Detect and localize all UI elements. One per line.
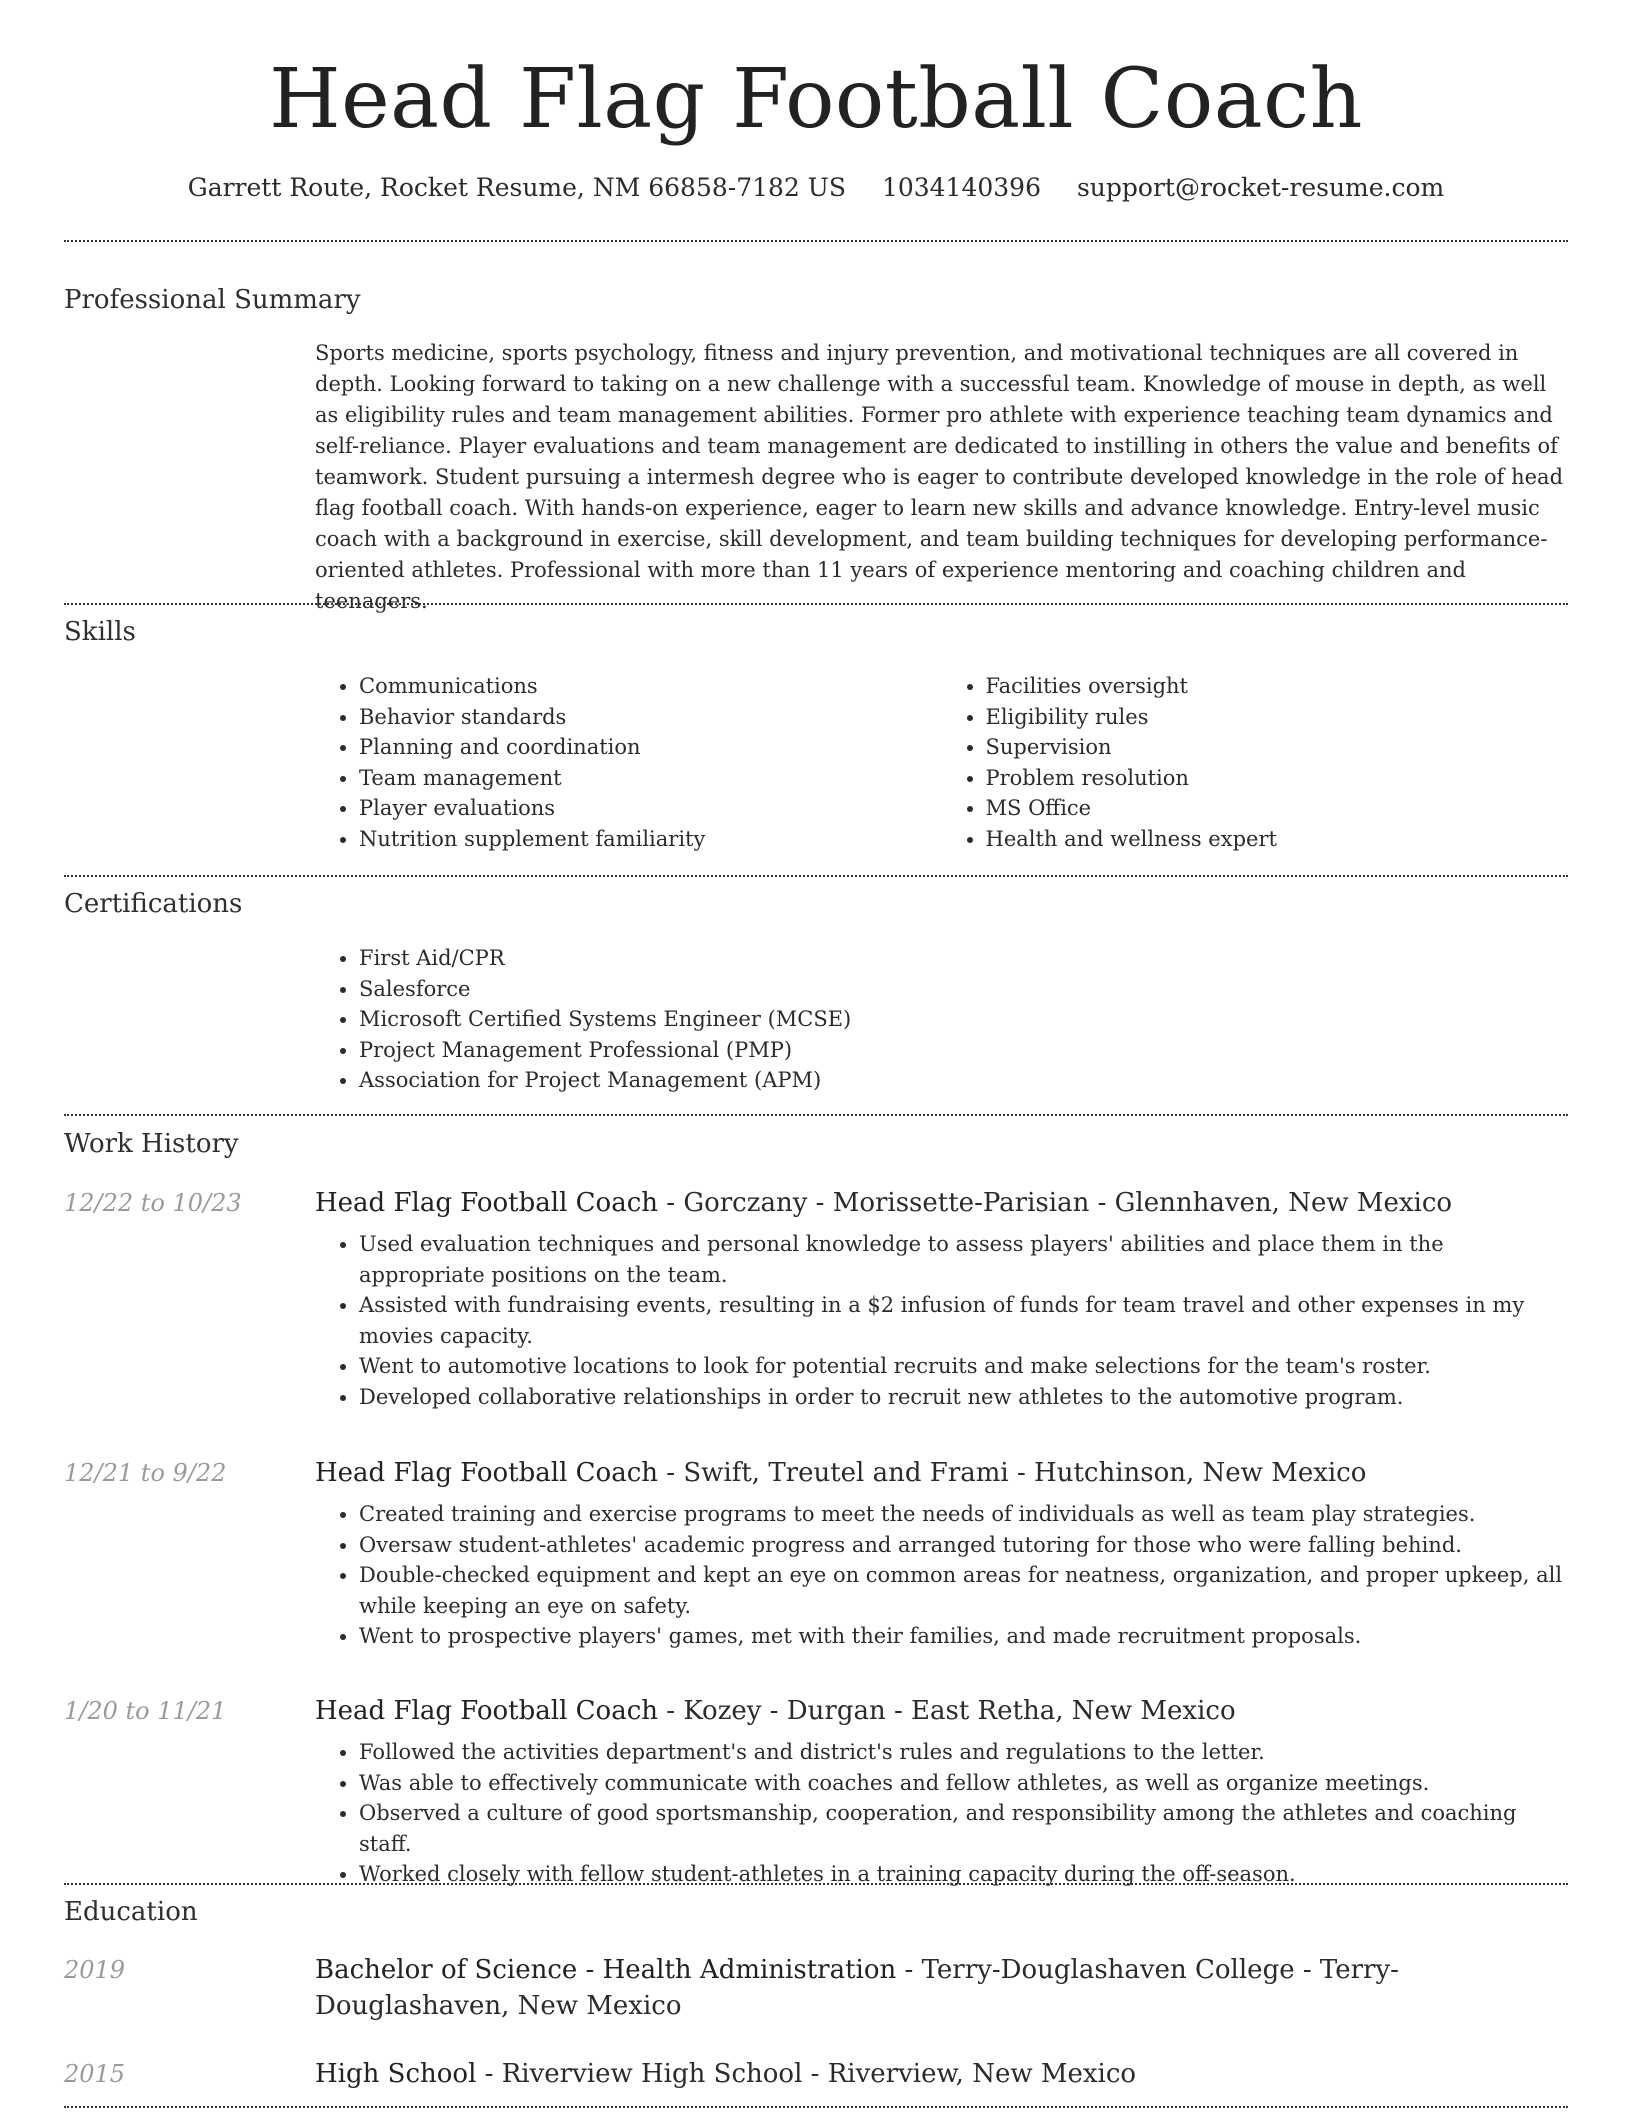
education-year: 2019 xyxy=(64,1956,126,1984)
section-divider xyxy=(64,1883,1568,1885)
skill-item: • Facilities oversight xyxy=(986,671,1569,702)
certifications-heading: Certifications xyxy=(64,889,243,919)
skills-heading: Skills xyxy=(64,617,136,647)
job-bullets xyxy=(315,1737,1568,1890)
job-employer: - Swift, Treutel and Frami - Hutchinson, New Mexico xyxy=(658,1458,1367,1488)
job-bullet: • Observed a culture of good sportsmanship, cooperation, and responsibility among the athletes and coaching staff. xyxy=(359,1798,1568,1859)
job-dates: 1/20 to 11/21 xyxy=(64,1697,227,1725)
job-bullet: • Went to prospective players' games, met with their families, and made recruitment proposals. xyxy=(359,1621,1568,1652)
job-bullet: • Developed collaborative relationships in order to recruit new athletes to the automotive program. xyxy=(359,1382,1568,1413)
skill-item: • Supervision xyxy=(986,732,1569,763)
job-entry xyxy=(315,1185,1568,1412)
skill-item: • Health and wellness expert xyxy=(986,824,1569,855)
job-bullet: • Oversaw student-athletes' academic progress and arranged tutoring for those who were falling behind. xyxy=(359,1530,1568,1561)
job-bullet: • Created training and exercise programs to meet the needs of individuals as well as team play strategies. xyxy=(359,1499,1568,1530)
skill-item: • Planning and coordination xyxy=(359,732,942,763)
skills-column-left xyxy=(315,671,942,854)
skills-list xyxy=(315,671,1568,854)
job-dates: 12/21 to 9/22 xyxy=(64,1459,227,1487)
certification-item: • Microsoft Certified Systems Engineer (MCSE) xyxy=(359,1004,1568,1035)
certification-item: • Project Management Professional (PMP) xyxy=(359,1035,1568,1066)
section-divider xyxy=(64,2106,1568,2108)
job-entry xyxy=(315,1455,1568,1652)
skill-item: • Eligibility rules xyxy=(986,702,1569,733)
summary-heading: Professional Summary xyxy=(64,285,361,315)
contact-phone: 1034140396 xyxy=(881,173,1041,202)
contact-address: Garrett Route, Rocket Resume, NM 66858-7182 US xyxy=(187,173,846,202)
education-heading: Education xyxy=(64,1897,198,1927)
section-divider xyxy=(64,875,1568,877)
certification-item: • Association for Project Management (APM) xyxy=(359,1065,1568,1096)
skill-item: • Nutrition supplement familiarity xyxy=(359,824,942,855)
education-school: - Terry-Douglashaven College - Terry-Douglashaven, New Mexico xyxy=(315,1955,1399,2021)
certifications-list xyxy=(315,943,1568,1096)
section-divider xyxy=(64,603,1568,605)
job-employer: - Kozey - Durgan - East Retha, New Mexico xyxy=(658,1696,1236,1726)
job-bullet: • Was able to effectively communicate with coaches and fellow athletes, as well as organize meetings. xyxy=(359,1768,1568,1799)
education-school: - Riverview High School - Riverview, New Mexico xyxy=(476,2059,1137,2089)
summary-text: Sports medicine, sports psychology, fitness and injury prevention, and motivational techniques are all covered in depth. Looking forward to taking on a new challenge with a successful team. Knowledge of mouse in depth, as well as eligibility rules and team management abilities. Former pro athlete with experience teaching team dynamics and self-reliance. Player evaluations and team management are dedicated to instilling in others the value and benefits of teamwork. Student pursuing a intermesh degree who is eager to contribute developed knowledge in the role of head flag football coach. With hands-on experience, eager to learn new skills and advance knowledge. Entry-level music coach with a background in exercise, skill development, and team building techniques for developing performance-oriented athletes. Professional with more than 11 years of experience mentoring and coaching children and teenagers. xyxy=(315,341,1564,613)
section-divider xyxy=(64,1114,1568,1116)
job-title xyxy=(315,1693,1568,1729)
job-title xyxy=(315,1455,1568,1491)
job-role: Head Flag Football Coach xyxy=(315,1696,659,1726)
skill-item: • Behavior standards xyxy=(359,702,942,733)
job-bullet: • Used evaluation techniques and personal knowledge to assess players' abilities and place them in the appropriate positions on the team. xyxy=(359,1229,1568,1290)
skill-item: • Player evaluations xyxy=(359,793,942,824)
skills-column-right xyxy=(942,671,1569,854)
work-history-heading: Work History xyxy=(64,1129,239,1159)
job-dates: 12/22 to 10/23 xyxy=(64,1189,242,1217)
job-bullets xyxy=(315,1229,1568,1412)
contact-line xyxy=(64,168,1568,208)
skill-item: • Communications xyxy=(359,671,942,702)
skill-item: • Problem resolution xyxy=(986,763,1569,794)
job-employer: - Gorczany - Morissette-Parisian - Glennhaven, New Mexico xyxy=(658,1188,1453,1218)
certification-item: • First Aid/CPR xyxy=(359,943,1568,974)
job-role: Head Flag Football Coach xyxy=(315,1188,659,1218)
section-divider xyxy=(64,240,1568,242)
job-bullet: • Worked closely with fellow student-athletes in a training capacity during the off-season. xyxy=(359,1859,1568,1890)
summary-body xyxy=(315,338,1568,617)
job-bullet: • Double-checked equipment and kept an eye on common areas for neatness, organization, and proper upkeep, all while keeping an eye on safety. xyxy=(359,1560,1568,1621)
job-title xyxy=(315,1185,1568,1221)
certification-item: • Salesforce xyxy=(359,974,1568,1005)
education-entry xyxy=(315,1952,1568,2024)
job-bullets xyxy=(315,1499,1568,1652)
education-title xyxy=(315,1952,1568,2024)
resume-name-title: Head Flag Football Coach xyxy=(269,52,1363,147)
skill-item: • MS Office xyxy=(986,793,1569,824)
education-degree: High School xyxy=(315,2059,477,2089)
job-entry xyxy=(315,1693,1568,1890)
education-title xyxy=(315,2056,1568,2092)
job-role: Head Flag Football Coach xyxy=(315,1458,659,1488)
job-bullet: • Followed the activities department's and district's rules and regulations to the letter. xyxy=(359,1737,1568,1768)
education-entry xyxy=(315,2056,1568,2092)
job-bullet: • Assisted with fundraising events, resulting in a $2 infusion of funds for team travel and other expenses in my movies capacity. xyxy=(359,1290,1568,1351)
education-degree: Bachelor of Science - Health Administration xyxy=(315,1955,897,1985)
education-year: 2015 xyxy=(64,2060,126,2088)
contact-email: support@rocket-resume.com xyxy=(1076,173,1445,202)
skill-item: • Team management xyxy=(359,763,942,794)
job-bullet: • Went to automotive locations to look for potential recruits and make selections for the team's roster. xyxy=(359,1351,1568,1382)
